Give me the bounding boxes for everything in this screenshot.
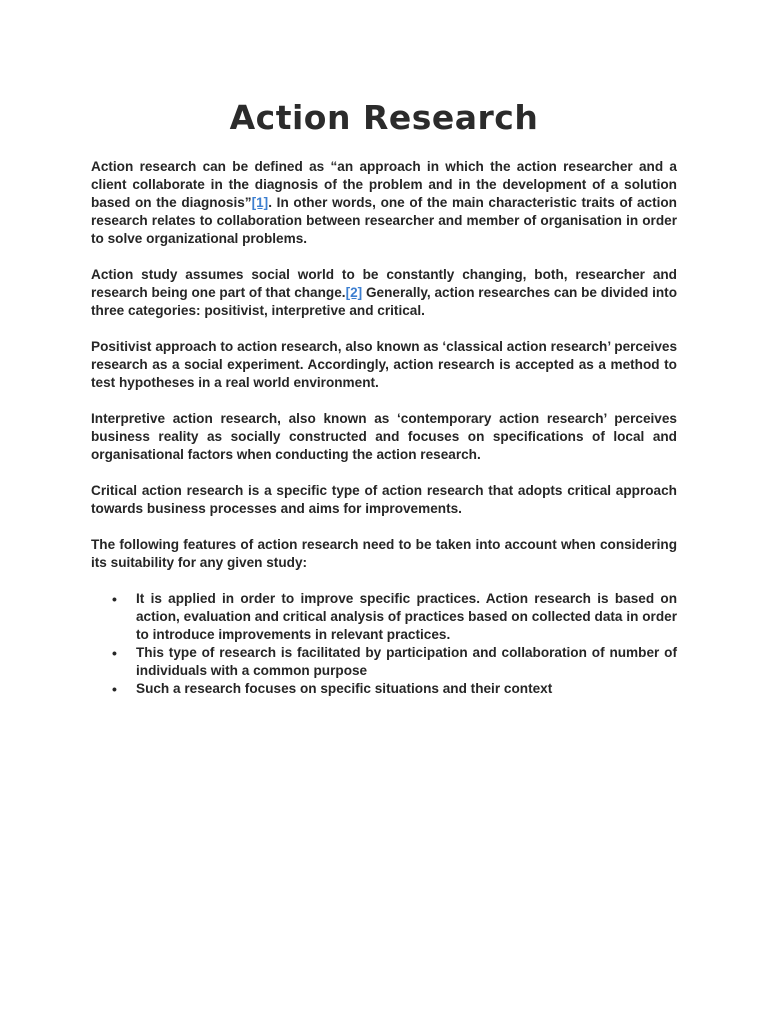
- list-item: [91, 644, 677, 680]
- features-list: [91, 590, 677, 698]
- document-body: [91, 158, 677, 698]
- paragraph-positivist: Positivist approach to action research, also known as ‘classical action research’ perceives research as a social experiment. Accordingly, action research is accepted as a method to test hypotheses in a real world environment.: [91, 339, 677, 390]
- page-title: Action Research: [229, 98, 539, 137]
- paragraph-features-intro: The following features of action research need to be taken into account when considering its suitability for any given study:: [91, 537, 677, 570]
- list-item-text: Such a research focuses on specific situations and their context: [136, 681, 553, 696]
- list-item-text: This type of research is facilitated by participation and collaboration of number of individuals with a common purpose: [136, 645, 677, 678]
- bullet-icon: •: [112, 591, 117, 607]
- reference-link-1[interactable]: [1]: [251, 195, 269, 210]
- paragraph-critical: Critical action research is a specific type of action research that adopts critical approach towards business processes and aims for improvements.: [91, 483, 677, 516]
- paragraph-interpretive: Interpretive action research, also known as ‘contemporary action research’ perceives business reality as socially constructed and focuses on specifications of local and organisational factors when conducting the action research.: [91, 411, 677, 462]
- list-item: [91, 680, 677, 698]
- paragraph-text: Generally, action researches can be divided into three categories: positivist, interpretive and critical.: [91, 285, 677, 318]
- reference-link-2[interactable]: [2]: [345, 285, 363, 300]
- bullet-icon: •: [112, 645, 117, 661]
- paragraph-text: Action research can be defined as “an approach in which the action researcher and a client collaborate in the diagnosis of the problem and in the development of a solution based on the diagnosis”: [91, 159, 677, 210]
- paragraph-text: . In other words, one of the main characteristic traits of action research relates to collaboration between researcher and member of organisation in order to solve organizational problems.: [91, 195, 677, 246]
- paragraph-definition: [91, 158, 677, 248]
- paragraph-social-world: [91, 266, 677, 320]
- bullet-icon: •: [112, 681, 117, 697]
- list-item: [91, 590, 677, 644]
- list-item-text: It is applied in order to improve specific practices. Action research is based on action, evaluation and critical analysis of practices based on collected data in order to introduce improvements in relevant practices.: [136, 591, 677, 642]
- paragraph-text: Action study assumes social world to be constantly changing, both, researcher and research being one part of that change.: [91, 267, 677, 300]
